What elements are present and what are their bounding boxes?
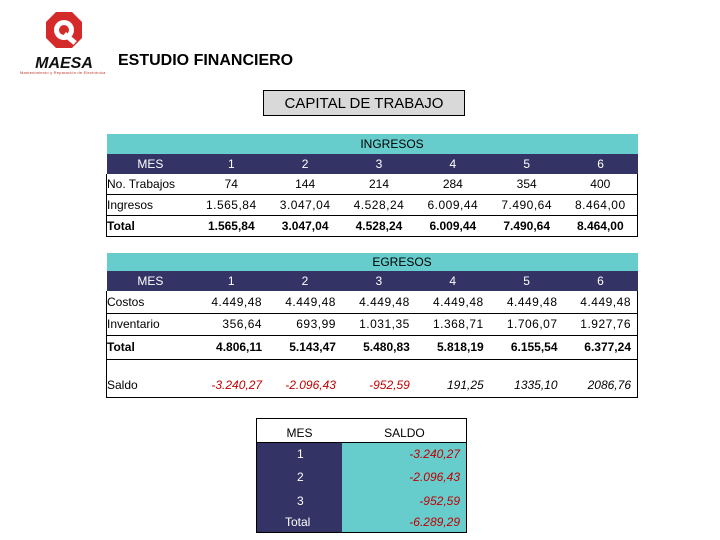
logo-brand-text: MAESA (35, 55, 93, 72)
saldo-mes-cell: 2 (257, 465, 343, 489)
table-cell: 400 (564, 174, 638, 194)
table-row (107, 215, 638, 236)
table-cell: 3.047,04 (268, 194, 342, 215)
table-cell: 1.368,71 (416, 313, 490, 335)
page-title: ESTUDIO FINANCIERO (118, 52, 294, 69)
table-cell: 2086,76 (564, 373, 638, 397)
egresos-month-4: 4 (416, 271, 490, 291)
ingresos-month-2: 2 (268, 154, 342, 174)
table-row (257, 465, 467, 489)
egresos-title: EGRESOS (107, 253, 638, 271)
saldo-value-cell: -952,59 (342, 489, 466, 513)
ingresos-month-5: 5 (490, 154, 564, 174)
table-cell: -3.240,27 (194, 373, 268, 397)
logo-tagline: Mantenimiento y Reparación de Electrónica (20, 70, 106, 75)
table-cell: 6.377,24 (564, 335, 638, 359)
ingresos-header-row (107, 154, 638, 174)
saldo-value-cell: -3.240,27 (342, 443, 466, 465)
table-cell: -2.096,43 (268, 373, 342, 397)
table-cell: 191,25 (416, 373, 490, 397)
saldo-mes-cell: 1 (257, 443, 343, 465)
table-cell: 354 (490, 174, 564, 194)
egresos-month-2: 2 (268, 271, 342, 291)
table-cell: 284 (416, 174, 490, 194)
ingresos-mes-label: MES (107, 154, 195, 174)
table-cell: 1335,10 (490, 373, 564, 397)
table-cell: 6.155,54 (490, 335, 564, 359)
table-cell: 5.818,19 (416, 335, 490, 359)
ingresos-title: INGRESOS (107, 134, 638, 154)
table-cell: 3.047,04 (268, 215, 342, 236)
saldo-summary-table (256, 418, 467, 533)
table-row (107, 194, 638, 215)
table-row (107, 291, 638, 313)
table-cell: 4.528,24 (342, 194, 416, 215)
saldo-value-cell: -2.096,43 (342, 465, 466, 489)
table-cell: 144 (268, 174, 342, 194)
saldo-value-header: SALDO (342, 419, 466, 443)
table-cell: 356,64 (194, 313, 268, 335)
table-cell: 4.449,48 (416, 291, 490, 313)
table-cell: 1.031,35 (342, 313, 416, 335)
table-cell: 7.490,64 (490, 194, 564, 215)
table-cell: 4.449,48 (194, 291, 268, 313)
capital-de-trabajo-label: CAPITAL DE TRABAJO (263, 90, 465, 116)
table-cell: 8.464,00 (564, 215, 638, 236)
saldo-total-label: Total (257, 513, 343, 533)
egresos-month-3: 3 (342, 271, 416, 291)
egresos-table (106, 253, 638, 398)
saldo-mes-cell: 3 (257, 489, 343, 513)
saldo-total-row (257, 513, 467, 533)
table-cell: 8.464,00 (564, 194, 638, 215)
table-cell: 7.490,64 (490, 215, 564, 236)
table-cell: -952,59 (342, 373, 416, 397)
table-cell: 1.927,76 (564, 313, 638, 335)
table-cell: 214 (342, 174, 416, 194)
table-cell: 6.009,44 (416, 194, 490, 215)
table-cell: 4.449,48 (564, 291, 638, 313)
egresos-mes-label: MES (107, 271, 195, 291)
table-cell: 1.706,07 (490, 313, 564, 335)
table-row (257, 489, 467, 513)
table-cell: 1.565,84 (194, 194, 268, 215)
table-cell: 4.528,24 (342, 215, 416, 236)
row-label: Total (107, 215, 195, 236)
egresos-month-1: 1 (194, 271, 268, 291)
row-label: Inventario (107, 313, 195, 335)
table-cell: 6.009,44 (416, 215, 490, 236)
row-label: Saldo (107, 373, 195, 397)
egresos-header-row (107, 271, 638, 291)
table-cell: 5.480,83 (342, 335, 416, 359)
ingresos-month-3: 3 (342, 154, 416, 174)
saldo-mes-header: MES (257, 419, 343, 443)
row-label: Total (107, 335, 195, 359)
saldo-row (107, 373, 638, 397)
table-cell: 5.143,47 (268, 335, 342, 359)
table-cell: 74 (194, 174, 268, 194)
row-label: No. Trabajos (107, 174, 195, 194)
egresos-month-6: 6 (564, 271, 638, 291)
ingresos-month-1: 1 (194, 154, 268, 174)
table-row (107, 174, 638, 194)
ingresos-month-6: 6 (564, 154, 638, 174)
table-row (107, 335, 638, 359)
table-cell: 1.565,84 (194, 215, 268, 236)
row-label: Ingresos (107, 194, 195, 215)
table-cell: 4.449,48 (342, 291, 416, 313)
table-row (257, 443, 467, 465)
saldo-total-value: -6.289,29 (342, 513, 466, 533)
table-row (107, 313, 638, 335)
row-label: Costos (107, 291, 195, 313)
ingresos-month-4: 4 (416, 154, 490, 174)
saldo-header-row (257, 419, 467, 443)
table-cell: 4.806,11 (194, 335, 268, 359)
table-cell: 4.449,48 (490, 291, 564, 313)
egresos-month-5: 5 (490, 271, 564, 291)
table-cell: 4.449,48 (268, 291, 342, 313)
ingresos-table (106, 134, 638, 237)
table-cell: 693,99 (268, 313, 342, 335)
